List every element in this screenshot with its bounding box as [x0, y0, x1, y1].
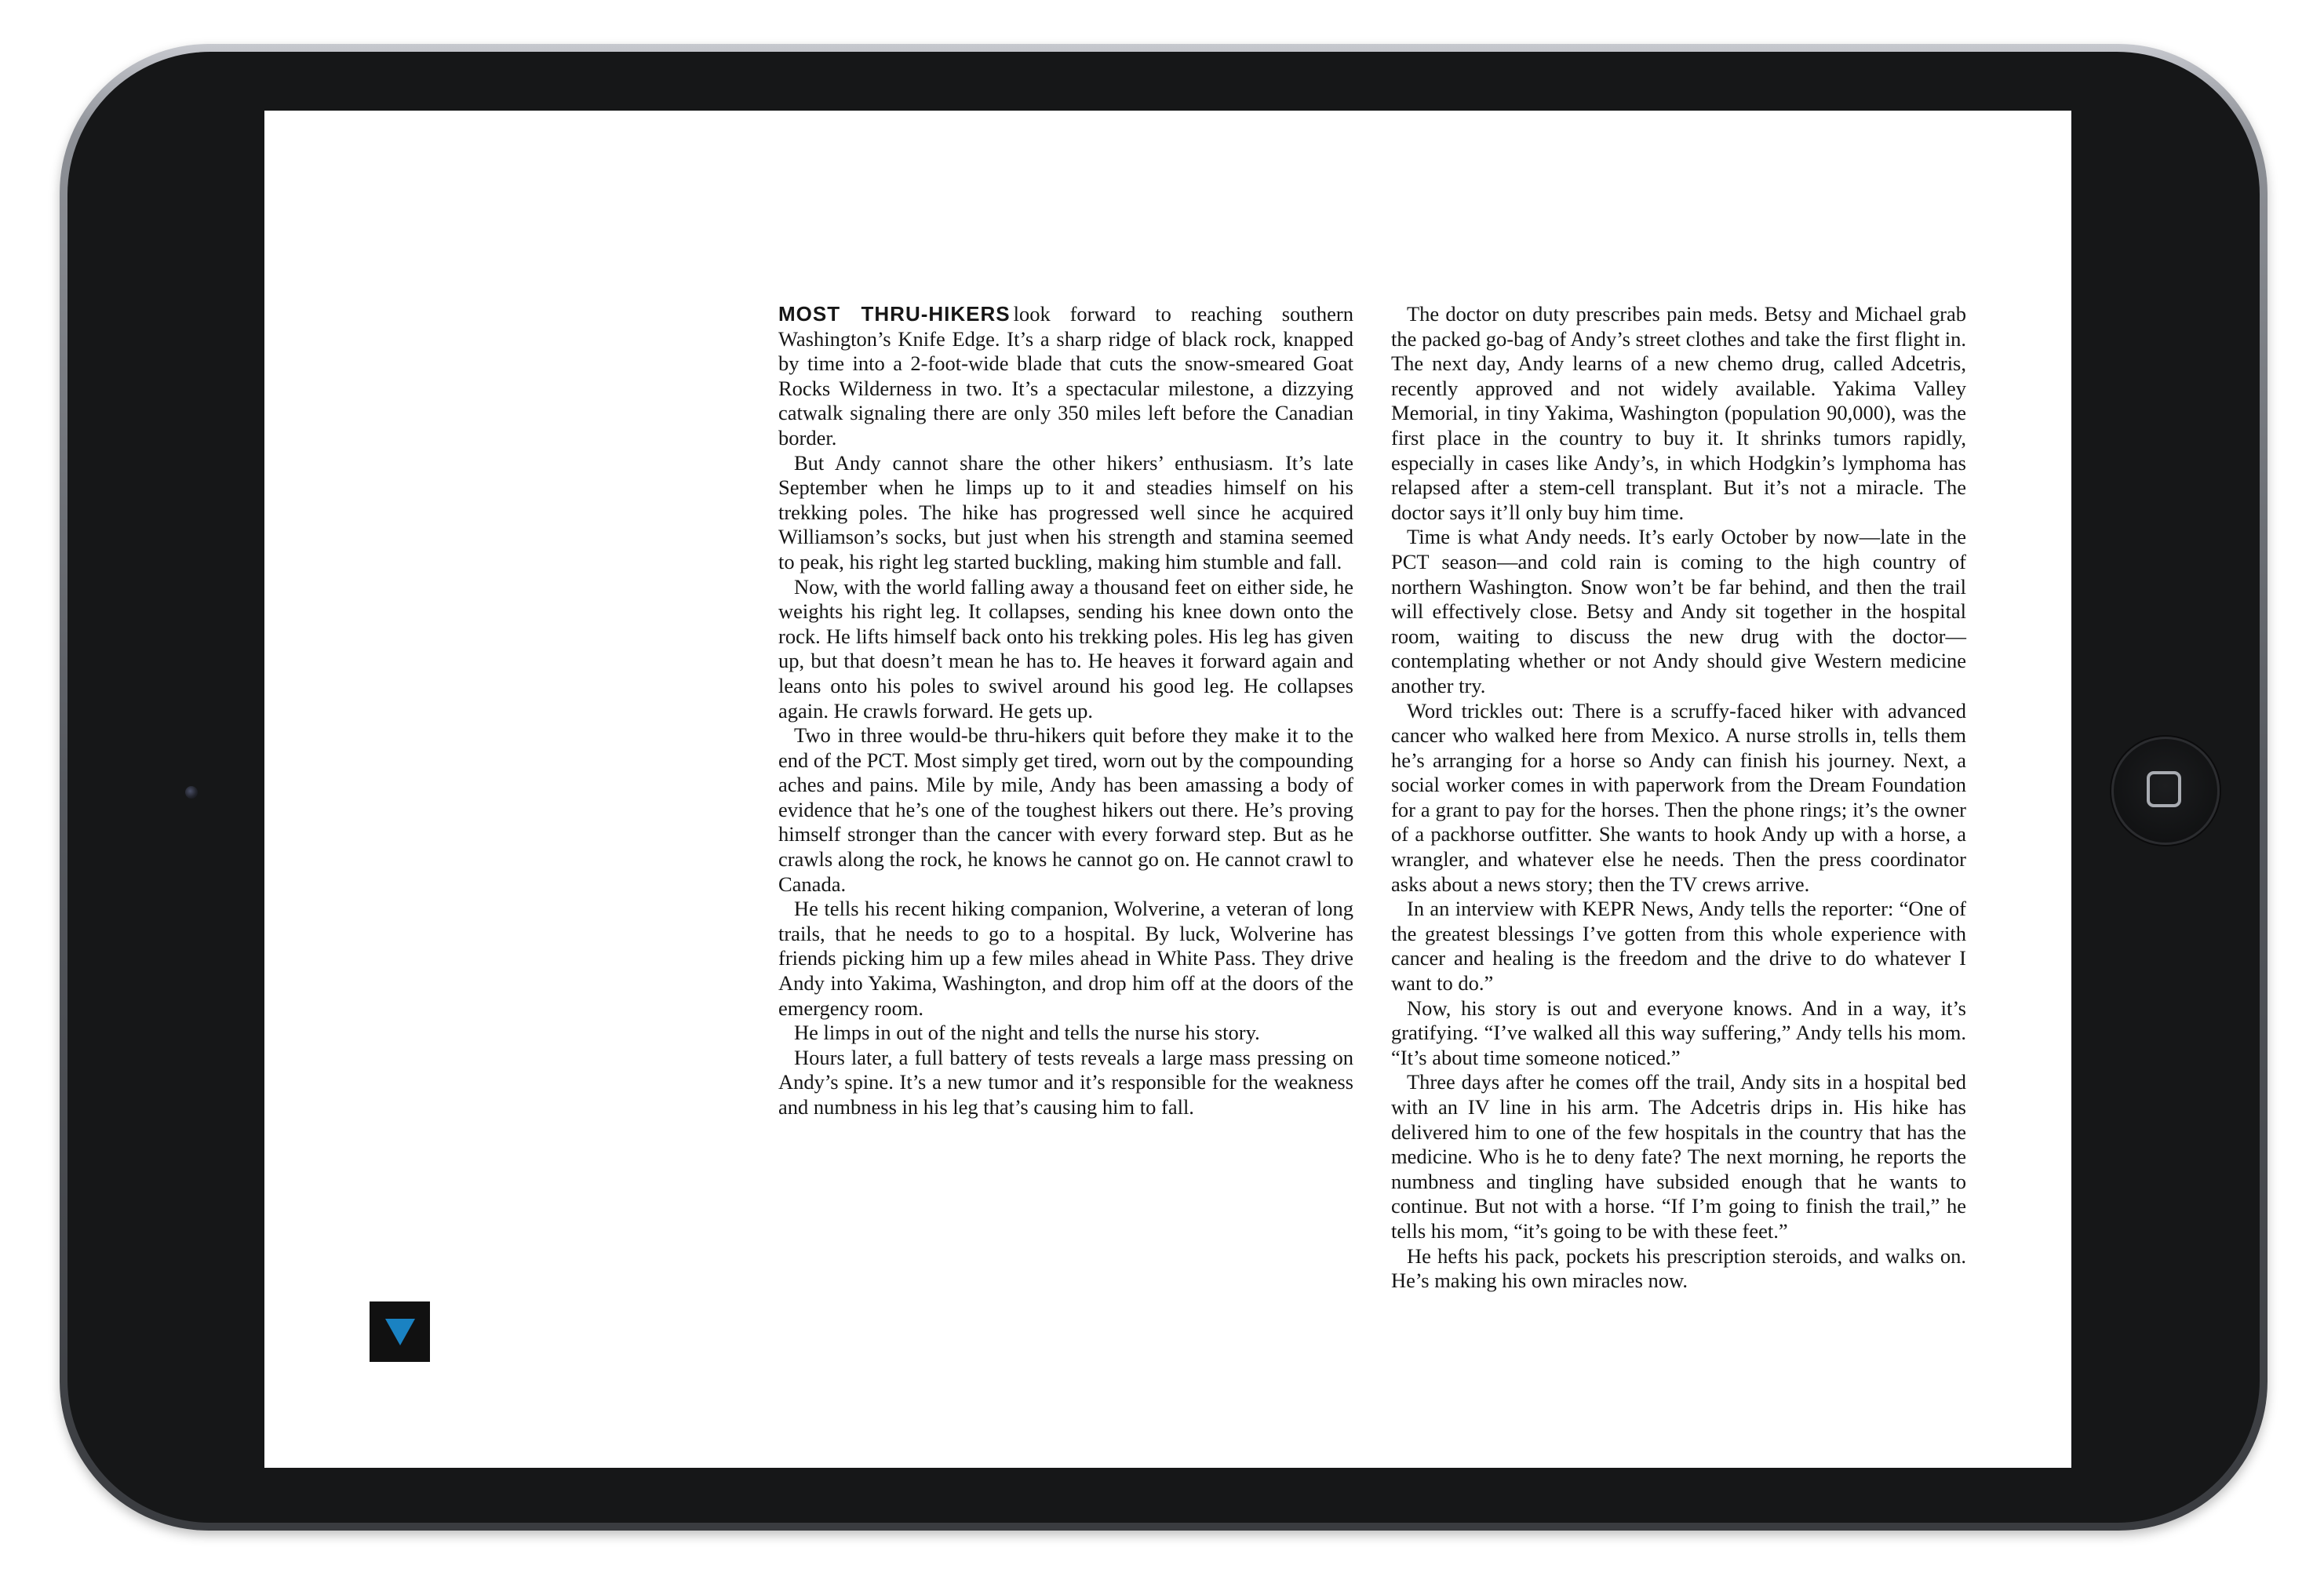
reader-screen[interactable] [264, 111, 2071, 1468]
paragraph: Three days after he comes off the trail, Andy sits in a hospital bed with an IV line in his arm. The Adcetris drips in. His hike has delivered him to one of the few hospitals in the country that has the medicine. Who is he to deny fate? The next morning, he reports the numbness and tingling have subsided enough that he wants to continue. But not with a horse. “If I’m going to finish the trail,” he tells his mom, “it’s going to be with these feet.” [1391, 1070, 1966, 1243]
paragraph: He tells his recent hiking companion, Wolverine, a veteran of long trails, that he needs to go to a hospital. By luck, Wolverine has friends picking him up a few miles ahead in White Pass. They drive Andy into Yakima, Washington, and drop him off at the doors of the emergency room. [778, 897, 1353, 1020]
paragraph: Hours later, a full battery of tests reveals a large mass pressing on Andy’s spine. It’s a new tumor and it’s responsible for the weakness and numbness in his leg that’s causing him to fall. [778, 1045, 1353, 1119]
paragraph: Now, with the world falling away a thousand feet on either side, he weights his right leg. It collapses, sending his knee down onto the rock. He lifts himself back onto his trekking poles. His leg has given up, but that doesn’t mean he has to. He heaves it forward again and leans onto his poles to swivel around his good leg. He collapses again. He crawls forward. He gets up. [778, 574, 1353, 723]
home-square-icon [2147, 771, 2181, 807]
paragraph: Two in three would-be thru-hikers quit before they make it to the end of the PCT. Most simply get tired, worn out by the compounding aches and pains. Mile by mile, Andy has been amassing a body of evidence that he’s one of the toughest hikers out there. He’s proving himself stronger than the cancer with every forward step. But as he crawls along the rock, he knows he cannot go on. He cannot crawl to Canada. [778, 723, 1353, 896]
paragraph: The doctor on duty prescribes pain meds. Betsy and Michael grab the packed go-bag of Andy’s street clothes and take the first flight in. The next day, Andy learns of a new chemo drug, called Adcetris, recently approved and not widely available. Yakima Valley Memorial, in tiny Yakima, Washington (population 90,000), was the first place in the country to buy it. It shrinks tumors rapidly, especially in cases like Andy’s, in which Hodgkin’s lymphoma has relapsed after a stem-cell transplant. But it’s not a miracle. The doctor says it’ll only buy him time. [1391, 302, 1966, 524]
paragraph: Now, his story is out and everyone knows. And in a way, it’s gratifying. “I’ve walked all this way suffering,” Andy tells his mom. “It’s about time someone noticed.” [1391, 996, 1966, 1069]
paragraph: He hefts his pack, pockets his prescription steroids, and walks on. He’s making his own miracles now. [1391, 1243, 1966, 1293]
paragraph: Time is what Andy needs. It’s early October by now—late in the PCT season—and cold rain is coming to the high country of northern Washington. Snow won’t be far behind, and then the trail will effectively close. Betsy and Andy sit together in the hospital room, waiting to discuss the new drug with the doctor—contemplating whether or not Andy should give Western medicine another try. [1391, 525, 1966, 697]
home-button[interactable] [2111, 737, 2220, 845]
paragraph: In an interview with KEPR News, Andy tells the reporter: “One of the greatest blessings I’ve gotten from this whole experience with cancer and healing is the freedom and the drive to do whatever I want to do.” [1391, 897, 1966, 996]
end-of-story-mark [370, 1301, 430, 1362]
article-column-left [778, 302, 1353, 1120]
paragraph [778, 302, 1353, 451]
down-triangle-icon [385, 1319, 415, 1345]
front-camera [185, 786, 198, 799]
paragraph: But Andy cannot share the other hikers’ enthusiasm. It’s late September when he limps up to it and steadies himself on his trekking poles. The hike has progressed well since he acquired Williamson’s socks, but just when his strength and stamina seemed to peak, his right leg started buckling, making him stumble and fall. [778, 450, 1353, 573]
article-column-right [1391, 302, 1966, 1294]
paragraph: Word trickles out: There is a scruffy-faced hiker with advanced cancer who walked here from Mexico. A nurse strolls in, tells them he’s arranging for a horse so Andy can finish his journey. Next, a social worker comes in with paperwork from the Dream Foundation for a grant to pay for the horses. Then the phone rings; it’s the owner of a packhorse outfitter. She wants to hook Andy up with a horse, a wrangler, and whatever else he needs. Then the press coordinator asks about a news story; then the TV crews arrive. [1391, 698, 1966, 896]
lead-in-heading: MOST THRU-HIKERS [778, 302, 1011, 326]
paragraph-text: look forward to reaching southern Washington’s Knife Edge. It’s a sharp ridge of black rock, knapped by time into a 2-foot-wide blade that cuts the snow-smeared Goat Rocks Wilderness in two. It’s a spectacular milestone, a dizzying catwalk signaling there are only 350 miles left before the Canadian border. [778, 302, 1353, 450]
paragraph: He limps in out of the night and tells the nurse his story. [794, 1021, 1260, 1045]
